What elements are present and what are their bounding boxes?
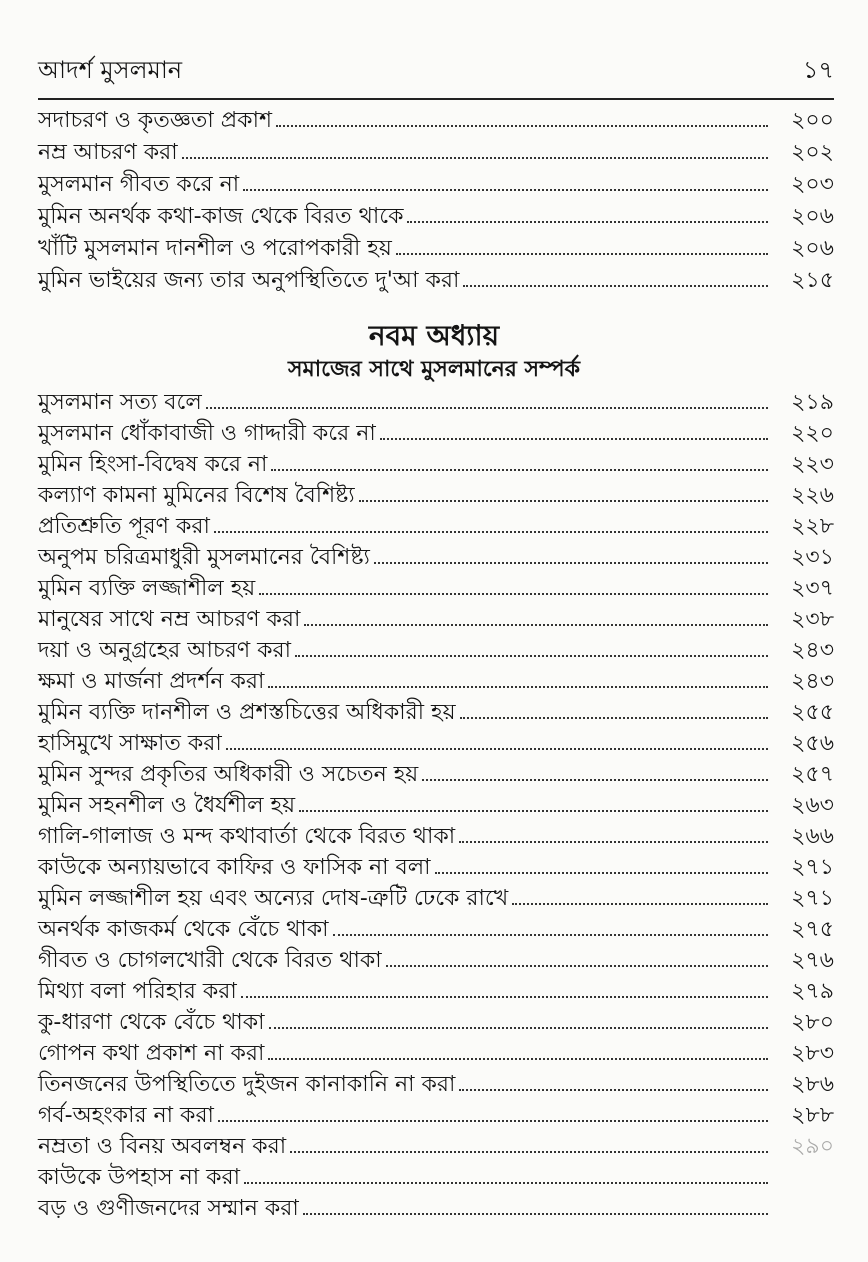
toc-entry bbox=[38, 851, 834, 881]
toc-entry-page: ২০০ bbox=[791, 108, 834, 133]
toc-entry bbox=[38, 1099, 834, 1129]
toc-entry-title: মুসলমান গীবত করে না bbox=[38, 172, 240, 197]
toc-entry-title: হাসিমুখে সাক্ষাত করা bbox=[38, 731, 222, 756]
toc-entry-title: অনুপম চরিত্রমাধুরী মুসলমানের বৈশিষ্ট্য bbox=[38, 545, 370, 570]
page-number: ১৭ bbox=[802, 56, 834, 84]
dot-leader bbox=[271, 469, 768, 471]
toc-entry-page: ২৮৩ bbox=[791, 1041, 834, 1066]
toc-entry-page: ২৭৫ bbox=[791, 917, 834, 942]
toc-entry bbox=[38, 1130, 834, 1160]
toc-entry-page: ২৪৩ bbox=[791, 638, 834, 663]
dot-leader bbox=[268, 1058, 768, 1060]
toc-entry-title: মুমিন ভাইয়ের জন্য তার অনুপস্থিতিতে দু'আ করা bbox=[38, 268, 460, 293]
toc-entry-title: গীবত ও চোগলখোরী থেকে বিরত থাকা bbox=[38, 948, 382, 973]
toc-entry-page: ২৬৩ bbox=[791, 793, 834, 818]
toc-entry-title: মানুষের সাথে নম্র আচরণ করা bbox=[38, 607, 301, 632]
toc-entry bbox=[38, 975, 834, 1005]
toc-entry bbox=[38, 417, 834, 447]
toc-entry-title: মুমিন লজ্জাশীল হয় এবং অন্যের দোষ-ত্রুটি ঢেকে রাখে bbox=[38, 886, 509, 911]
toc-entry bbox=[38, 200, 834, 230]
toc-entry bbox=[38, 1192, 834, 1222]
dot-leader bbox=[290, 1151, 768, 1153]
dot-leader bbox=[276, 125, 768, 127]
dot-leader bbox=[269, 1027, 769, 1029]
toc-entry bbox=[38, 1037, 834, 1067]
toc-entry bbox=[38, 448, 834, 478]
dot-leader bbox=[295, 655, 768, 657]
dot-leader bbox=[214, 531, 768, 533]
chapter-subtitle: সমাজের সাথে মুসলমানের সম্পর্ক bbox=[288, 357, 580, 382]
dot-leader bbox=[259, 593, 768, 595]
dot-leader bbox=[206, 407, 768, 409]
dot-leader bbox=[244, 1182, 768, 1184]
toc-entry bbox=[38, 634, 834, 664]
dot-leader bbox=[512, 903, 768, 905]
toc-entry bbox=[38, 510, 834, 540]
toc-entry bbox=[38, 758, 834, 788]
toc-entry bbox=[38, 1161, 834, 1191]
toc-entry-page: ২২৩ bbox=[791, 452, 834, 477]
dot-leader bbox=[359, 500, 768, 502]
toc-entry-title: মুসলমান সত্য বলে bbox=[38, 390, 202, 415]
dot-leader bbox=[380, 438, 768, 440]
toc-entry-page: ২৭১ bbox=[791, 855, 834, 880]
toc-entry-page: ২১৫ bbox=[791, 268, 834, 293]
dot-leader bbox=[333, 934, 768, 936]
dot-leader bbox=[459, 1089, 768, 1091]
toc-entry-page: ২১৯ bbox=[791, 390, 834, 415]
dot-leader bbox=[218, 1120, 768, 1122]
toc-entry-title: মুমিন ব্যক্তি লজ্জাশীল হয় bbox=[38, 576, 256, 601]
book-title: আদর্শ মুসলমান bbox=[38, 56, 183, 84]
dot-leader bbox=[304, 624, 768, 626]
toc-entry-title: গালি-গালাজ ও মন্দ কথাবার্তা থেকে বিরত থাকা bbox=[38, 824, 456, 849]
toc-entry-page: ২৭১ bbox=[791, 886, 834, 911]
toc-entry-title: সদাচরণ ও কৃতজ্ঞতা প্রকাশ bbox=[38, 108, 272, 133]
toc-entry bbox=[38, 264, 834, 294]
toc-entry-title: নম্রতা ও বিনয় অবলম্বন করা bbox=[38, 1134, 287, 1159]
dot-leader bbox=[303, 1213, 768, 1215]
dot-leader bbox=[299, 810, 768, 812]
dot-leader bbox=[407, 221, 768, 223]
toc-entry bbox=[38, 232, 834, 262]
toc-entry bbox=[38, 944, 834, 974]
toc-entry-title: দয়া ও অনুগ্রহের আচরণ করা bbox=[38, 638, 292, 663]
toc-entry-page: ২৭৬ bbox=[791, 948, 834, 973]
toc-entry bbox=[38, 820, 834, 850]
toc-entry-page: ২০৬ bbox=[791, 236, 834, 261]
toc-entry bbox=[38, 789, 834, 819]
toc-entry bbox=[38, 1006, 834, 1036]
toc-entry-title: মুমিন সহনশীল ও ধৈর্যশীল হয় bbox=[38, 793, 296, 818]
toc-entry-title: প্রতিশ্রুতি পূরণ করা bbox=[38, 514, 210, 539]
toc-entry-page: ২৬৬ bbox=[791, 824, 834, 849]
toc-entry-page: ২৮৮ bbox=[791, 1103, 834, 1128]
toc-entry bbox=[38, 1068, 834, 1098]
dot-leader bbox=[396, 253, 768, 255]
dot-leader bbox=[435, 872, 769, 874]
toc-entry-page: ২২৮ bbox=[791, 514, 834, 539]
toc-entry-page: ২৩৭ bbox=[791, 576, 834, 601]
toc-entry-title: অনর্থক কাজকর্ম থেকে বেঁচে থাকা bbox=[38, 917, 329, 942]
dot-leader bbox=[241, 996, 768, 998]
toc-entry-page: ২৭৯ bbox=[791, 979, 834, 1004]
toc-entry-title: গর্ব-অহংকার না করা bbox=[38, 1103, 214, 1128]
toc-entry-page: ২৫৬ bbox=[791, 731, 834, 756]
toc-entry bbox=[38, 696, 834, 726]
dot-leader bbox=[268, 686, 768, 688]
toc-entry-page: ২৮০ bbox=[791, 1010, 834, 1035]
dot-leader bbox=[463, 285, 768, 287]
dot-leader bbox=[459, 841, 768, 843]
running-header bbox=[38, 52, 834, 92]
toc-entry-title: মুমিন হিংসা-বিদ্বেষ করে না bbox=[38, 452, 268, 477]
toc-entry-title: মুসলমান ধোঁকাবাজী ও গাদ্দারী করে না bbox=[38, 421, 376, 446]
dot-leader bbox=[182, 157, 768, 159]
toc-entry-title: খাঁটি মুসলমান দানশীল ও পরোপকারী হয় bbox=[38, 236, 392, 261]
dot-leader bbox=[422, 779, 768, 781]
toc-entry-page: ২০৩ bbox=[791, 172, 834, 197]
header-rule bbox=[38, 98, 834, 100]
toc-entry-title: কাউকে উপহাস না করা bbox=[38, 1165, 241, 1190]
toc-entry-title: বড় ও গুণীজনদের সম্মান করা bbox=[38, 1196, 299, 1221]
toc-entry-page: ২৫৭ bbox=[791, 762, 834, 787]
toc-entry-page: ২৪৩ bbox=[791, 669, 834, 694]
toc-entry bbox=[38, 541, 834, 571]
toc-entry-title: ক্ষমা ও মার্জনা প্রদর্শন করা bbox=[38, 669, 265, 694]
toc-entry bbox=[38, 168, 834, 198]
toc-entry-page: ২৩১ bbox=[791, 545, 834, 570]
toc-entry-title: কু-ধারণা থেকে বেঁচে থাকা bbox=[38, 1010, 265, 1035]
toc-entry-title: নম্র আচরণ করা bbox=[38, 140, 178, 165]
toc-entry-page: ২০২ bbox=[791, 140, 834, 165]
toc-entry-page: ২২০ bbox=[791, 421, 834, 446]
toc-entry bbox=[38, 572, 834, 602]
toc-entry bbox=[38, 136, 834, 166]
dot-leader bbox=[243, 189, 768, 191]
toc-entry-page: ২২৬ bbox=[791, 483, 834, 508]
toc-entry-title: মুমিন ব্যক্তি দানশীল ও প্রশস্তচিত্তের অধিকারী হয় bbox=[38, 700, 456, 725]
toc-entry-title: কাউকে অন্যায়ভাবে কাফির ও ফাসিক না বলা bbox=[38, 855, 431, 880]
toc-entry-page: ২৯০ bbox=[791, 1134, 834, 1159]
toc-entry bbox=[38, 882, 834, 912]
toc-entry-title: মিথ্যা বলা পরিহার করা bbox=[38, 979, 237, 1004]
toc-entry-title: গোপন কথা প্রকাশ না করা bbox=[38, 1041, 265, 1066]
toc-entry bbox=[38, 603, 834, 633]
toc-entry bbox=[38, 665, 834, 695]
toc-entry-page: ২০৬ bbox=[791, 204, 834, 229]
toc-entry bbox=[38, 386, 834, 416]
dot-leader bbox=[374, 562, 768, 564]
toc-entry-page: ২৫৫ bbox=[791, 700, 834, 725]
toc-entry-title: তিনজনের উপস্থিতিতে দুইজন কানাকানি না করা bbox=[38, 1072, 456, 1097]
toc-entry-page: ২৩৮ bbox=[791, 607, 834, 632]
toc-entry-title: মুমিন অনর্থক কথা-কাজ থেকে বিরত থাকে bbox=[38, 204, 404, 229]
toc-entry-title: কল্যাণ কামনা মুমিনের বিশেষ বৈশিষ্ট্য bbox=[38, 483, 355, 508]
toc-entry-page: ২৮৬ bbox=[791, 1072, 834, 1097]
dot-leader bbox=[460, 717, 768, 719]
toc-entry bbox=[38, 479, 834, 509]
dot-leader bbox=[386, 965, 768, 967]
toc-entry bbox=[38, 913, 834, 943]
toc-entry bbox=[38, 727, 834, 757]
toc-entry bbox=[38, 104, 834, 134]
chapter-heading: নবম অধ্যায় bbox=[368, 319, 500, 352]
toc-entry-title: মুমিন সুন্দর প্রকৃতির অধিকারী ও সচেতন হয় bbox=[38, 762, 419, 787]
dot-leader bbox=[226, 748, 768, 750]
